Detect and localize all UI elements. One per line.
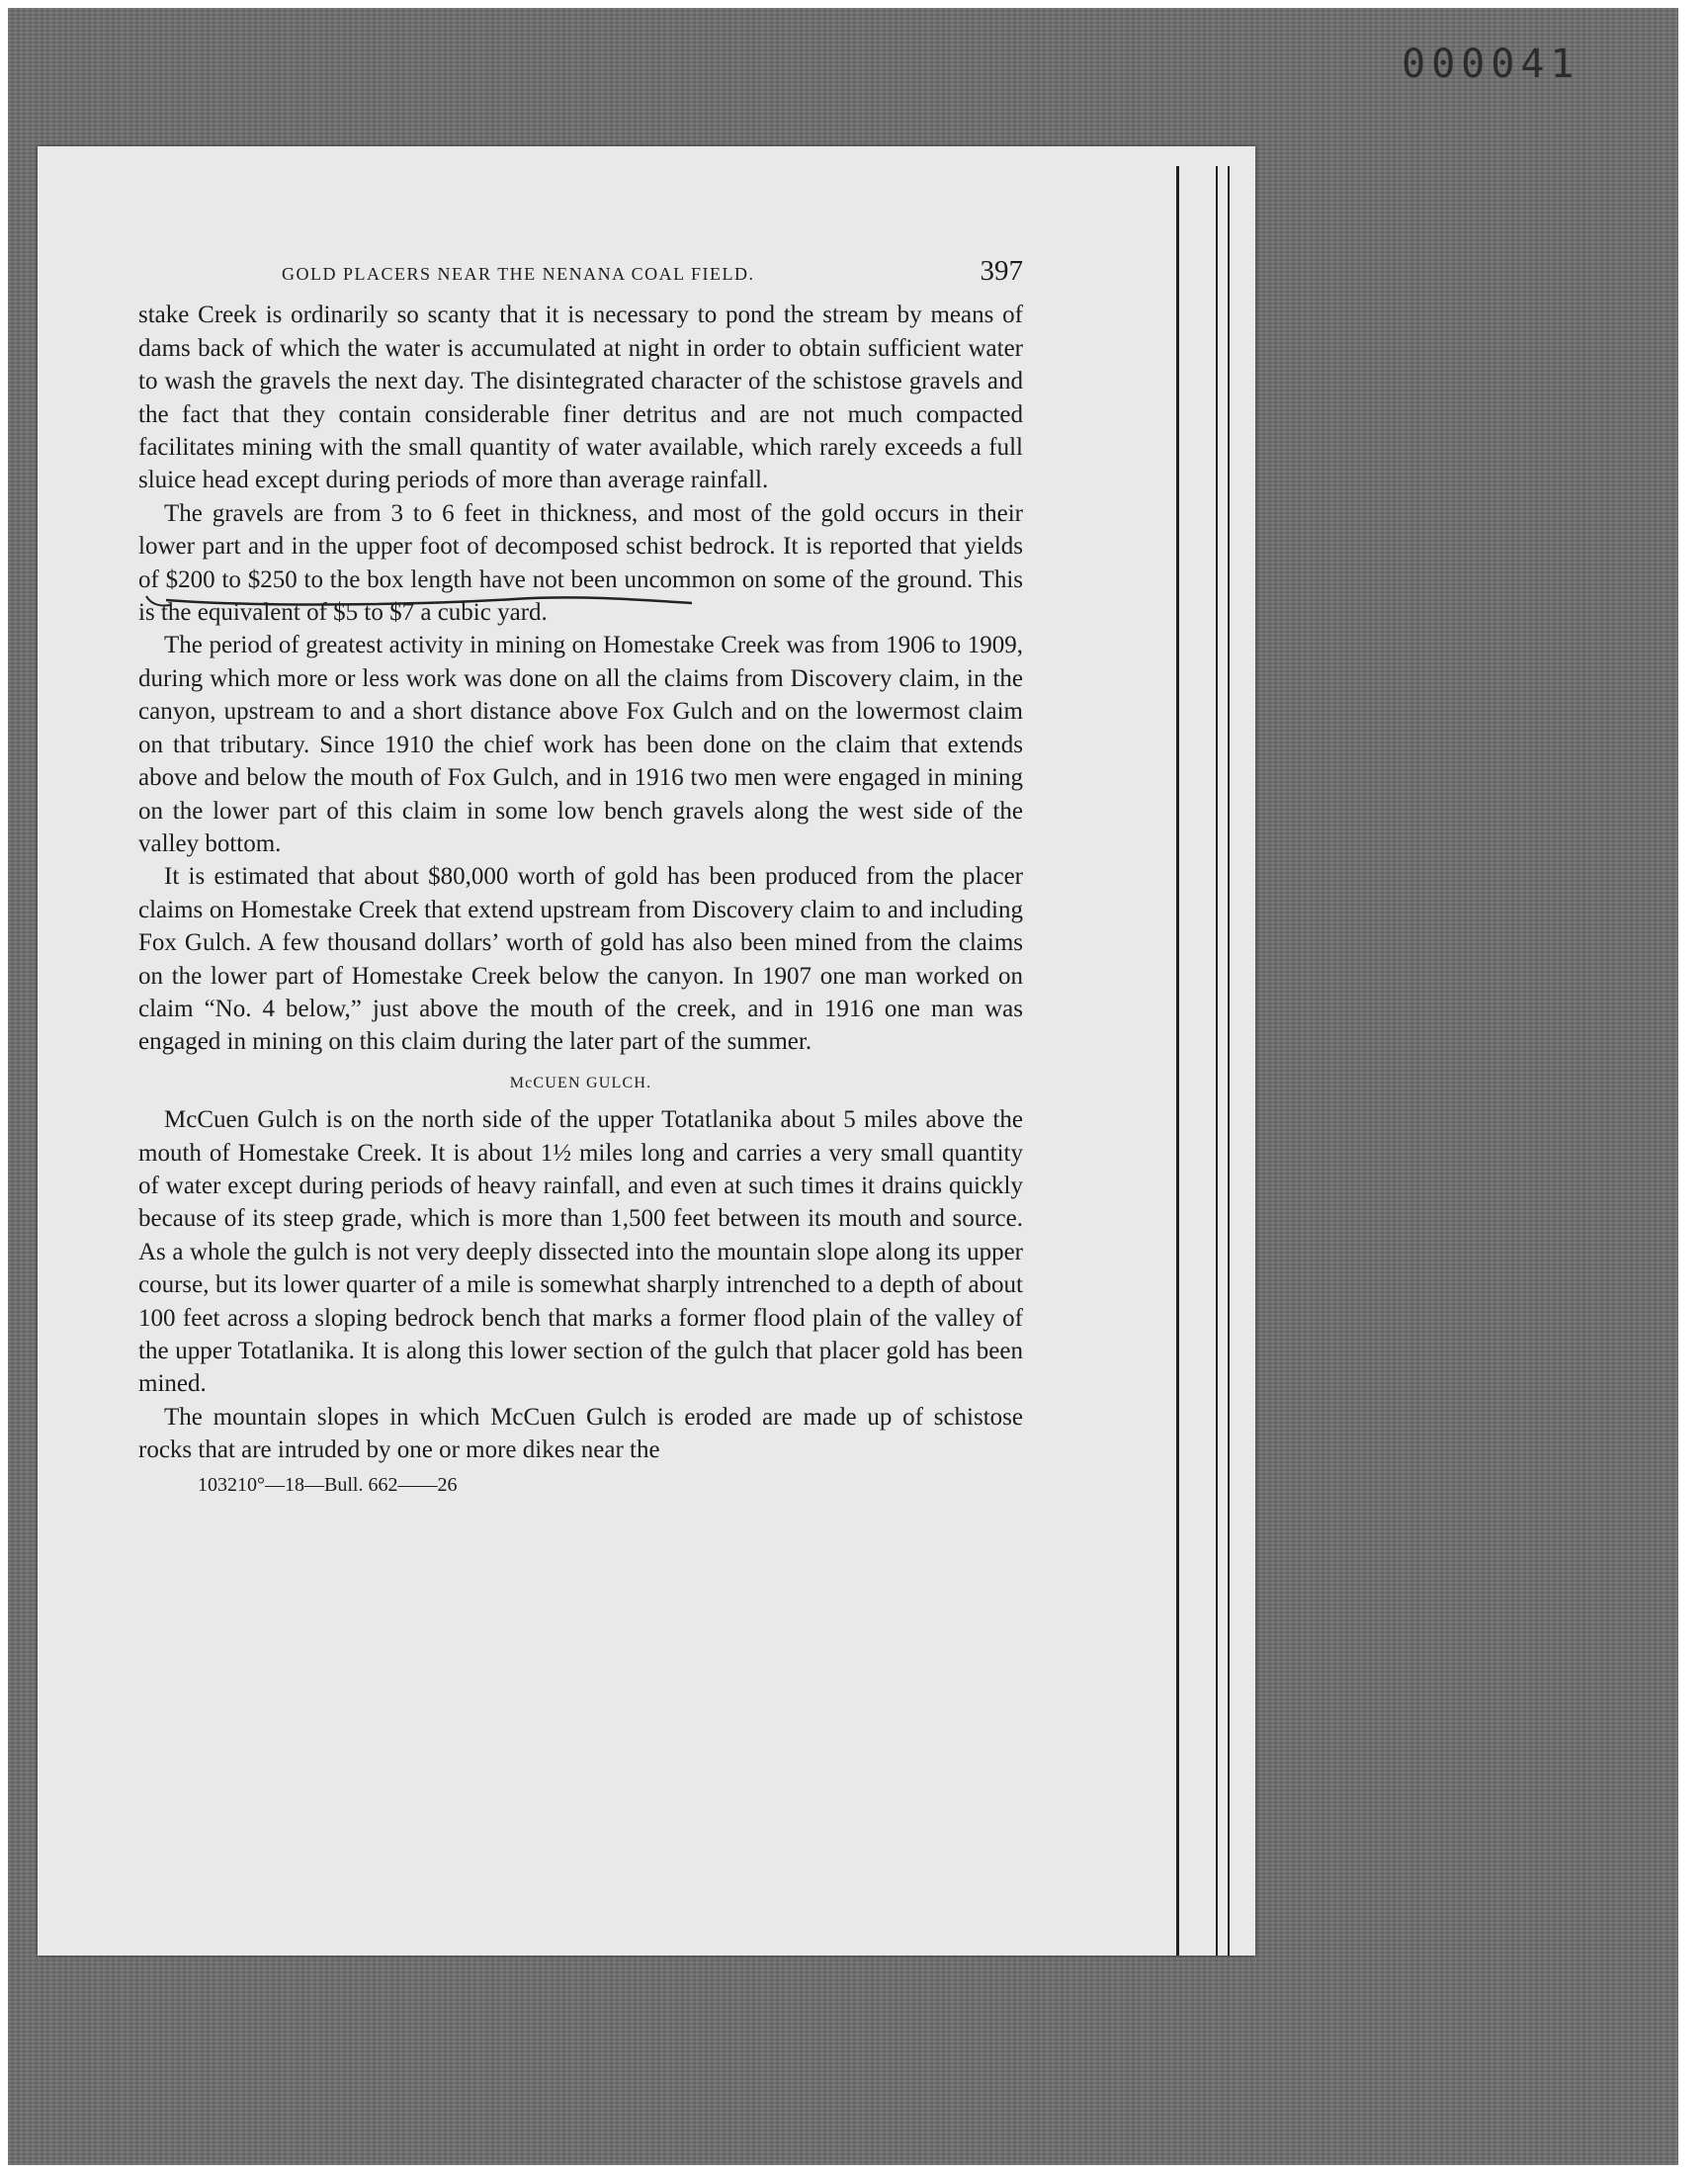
page-text: [138, 255, 1023, 1502]
running-head: GOLD PLACERS NEAR THE NENANA COAL FIELD.: [282, 264, 755, 284]
print-signature-note: 103210°—18—Bull. 662——26: [198, 1473, 458, 1496]
paragraph: The gravels are from 3 to 6 feet in thickness, and most of the gold occurs in their lower part and in the upper foot of decomposed schist bedrock. It is reported that yields of $200 to $250 to the box length have not been uncommon on some of the ground. This is the equivalent of $5 to $7 a cubic yard.: [138, 499, 1023, 627]
page-edge-line: [1176, 166, 1179, 1956]
page-edge-line: [1216, 166, 1218, 1956]
paragraph: stake Creek is ordinarily so scanty that it is necessary to pond the stream by means of dams back of which the water is accumulated at night in order to obtain sufficient water to wash the gravels the next day. The disintegrated character of the schistose gravels and the fact that they contain considerable finer detritus and are not much compacted facilitates mining with the small quantity of water available, which rarely exceeds a full sluice head except during periods of more than average rainfall.: [138, 302, 1023, 494]
page-header: [138, 255, 1023, 291]
section-heading: McCUEN GULCH.: [509, 1074, 652, 1091]
paragraph: It is estimated that about $80,000 worth of gold has been produced from the placer claims on Homestake Creek that extend upstream from Discovery claim to and including Fox Gulch. A few thousand dollars’ worth of gold has also been mined from the claims on the lower part of Homestake Creek below the canyon. In 1907 one man worked on claim “No. 4 below,” just above the mouth of the creek, and in 1916 one man was engaged in mining on this claim during the later part of the summer.: [138, 863, 1023, 1056]
paragraph: The period of greatest activity in mining on Homestake Creek was from 1906 to 1909, during which more or less work was done on all the claims from Discovery claim, in the canyon, upstream to and a short distance above Fox Gulch and on the lowermost claim on that tributary. Since 1910 the chief work has been done on the claim that extends above and below the mouth of Fox Gulch, and in 1916 two men were engaged in mining on the lower part of this claim in some low bench gravels along the west side of the valley bottom.: [138, 632, 1023, 857]
page-edge-line: [1228, 166, 1230, 1956]
paragraph: McCuen Gulch is on the north side of the upper Totatlanika about 5 miles above the mouth of Homestake Creek. It is about 1½ miles long and carries a very small quantity of water except during periods of heavy rainfall, and even at such times it drains quickly because of its steep grade, which is more than 1,500 feet between its mouth and source. As a whole the gulch is not very deeply dissected into the mountain slope along its upper course, but its lower quarter of a mile is somewhat sharply intrenched to a depth of about 100 feet across a sloping bedrock bench that marks a former flood plain of the valley of the upper Totatlanika. It is along this lower section of the gulch that placer gold has been mined.: [138, 1106, 1023, 1398]
document-stamp-number: 000041: [1402, 42, 1580, 87]
page-number: 397: [980, 255, 1023, 287]
paragraph: The mountain slopes in which McCuen Gulch is eroded are made up of schistose rocks that are intruded by one or more dikes near the: [138, 1403, 1023, 1464]
